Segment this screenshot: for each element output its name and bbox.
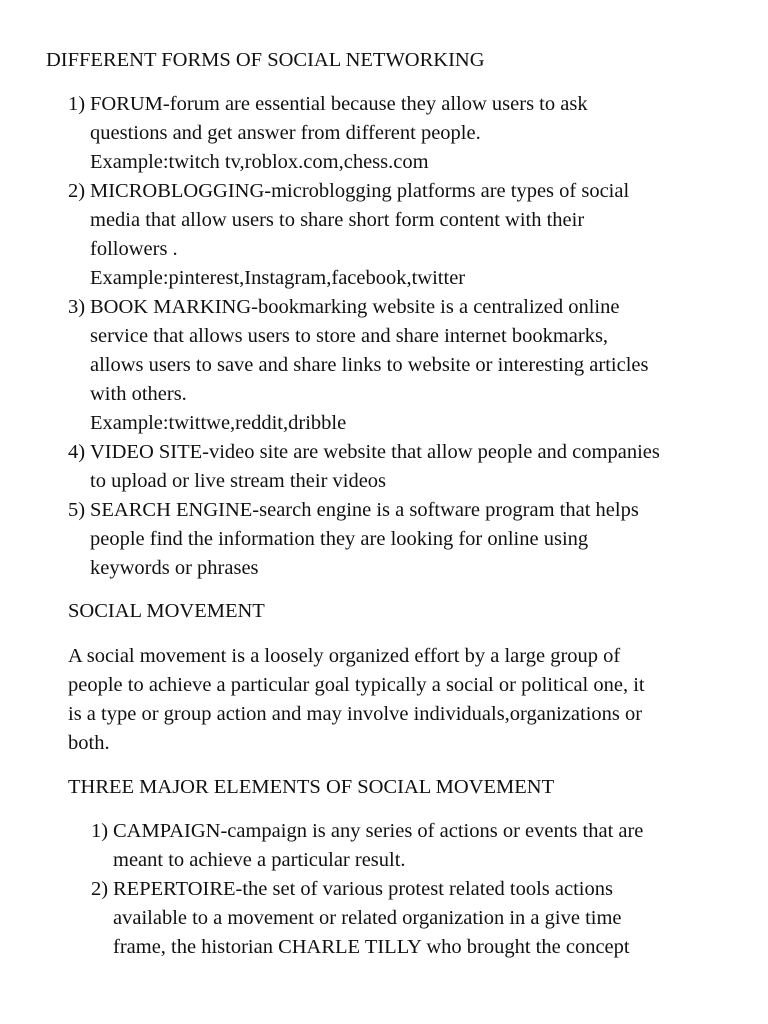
list-number: 1) [91, 820, 109, 842]
list-item-line: REPERTOIRE-the set of various protest related tools actions [113, 878, 613, 900]
list-item-line: keywords or phrases [90, 557, 259, 579]
social-movement-elements-list [91, 817, 761, 962]
list-item-line: Example:pinterest,Instagram,facebook,twitter [90, 267, 466, 289]
list-number: 2) [68, 180, 86, 202]
list-item-line: SEARCH ENGINE-search engine is a software program that helps [90, 499, 639, 521]
element-list-item [91, 817, 761, 875]
heading-three-major-elements: THREE MAJOR ELEMENTS OF SOCIAL MOVEMENT [68, 776, 555, 798]
heading-social-networking-forms: DIFFERENT FORMS OF SOCIAL NETWORKING [46, 49, 485, 71]
list-item-line: people find the information they are looking for online using [90, 528, 589, 550]
list-item-line: frame, the historian CHARLE TILLY who brought the concept [113, 936, 630, 958]
list-item-line: to upload or live stream their videos [90, 470, 387, 492]
form-list-item [68, 438, 758, 496]
list-number: 5) [68, 499, 86, 521]
list-item-line: VIDEO SITE-video site are website that allow people and companies [90, 441, 660, 463]
list-item-line: with others. [90, 383, 187, 405]
form-list-item [68, 90, 758, 177]
paragraph-line: people to achieve a particular goal typically a social or political one, it [68, 674, 645, 696]
list-item-line: followers . [90, 238, 178, 260]
heading-social-movement: SOCIAL MOVEMENT [68, 600, 265, 622]
form-list-item [68, 177, 758, 293]
list-item-line: BOOK MARKING-bookmarking website is a centralized online [90, 296, 620, 318]
paragraph-line: both. [68, 732, 110, 754]
list-item-line: media that allow users to share short form content with their [90, 209, 585, 231]
paragraph-line: A social movement is a loosely organized effort by a large group of [68, 645, 621, 667]
list-number: 4) [68, 441, 86, 463]
list-item-line: meant to achieve a particular result. [113, 849, 406, 871]
list-number: 2) [91, 878, 109, 900]
list-item-line: available to a movement or related organization in a give time [113, 907, 622, 929]
list-item-line: allows users to save and share links to website or interesting articles [90, 354, 649, 376]
paragraph-line: is a type or group action and may involve individuals,organizations or [68, 703, 643, 725]
list-item-line: Example:twitch tv,roblox.com,chess.com [90, 151, 429, 173]
list-item-line: FORUM-forum are essential because they allow users to ask [90, 93, 588, 115]
social-movement-paragraph [68, 642, 758, 758]
list-number: 3) [68, 296, 86, 318]
form-list-item [68, 496, 758, 583]
list-item-line: CAMPAIGN-campaign is any series of actions or events that are [113, 820, 644, 842]
list-item-line: Example:twittwe,reddit,dribble [90, 412, 347, 434]
list-item-line: questions and get answer from different people. [90, 122, 481, 144]
form-list-item [68, 293, 758, 438]
list-item-line: MICROBLOGGING-microblogging platforms are types of social [90, 180, 630, 202]
list-number: 1) [68, 93, 86, 115]
list-item-line: service that allows users to store and share internet bookmarks, [90, 325, 609, 347]
social-networking-forms-list [68, 90, 758, 583]
element-list-item [91, 875, 761, 962]
